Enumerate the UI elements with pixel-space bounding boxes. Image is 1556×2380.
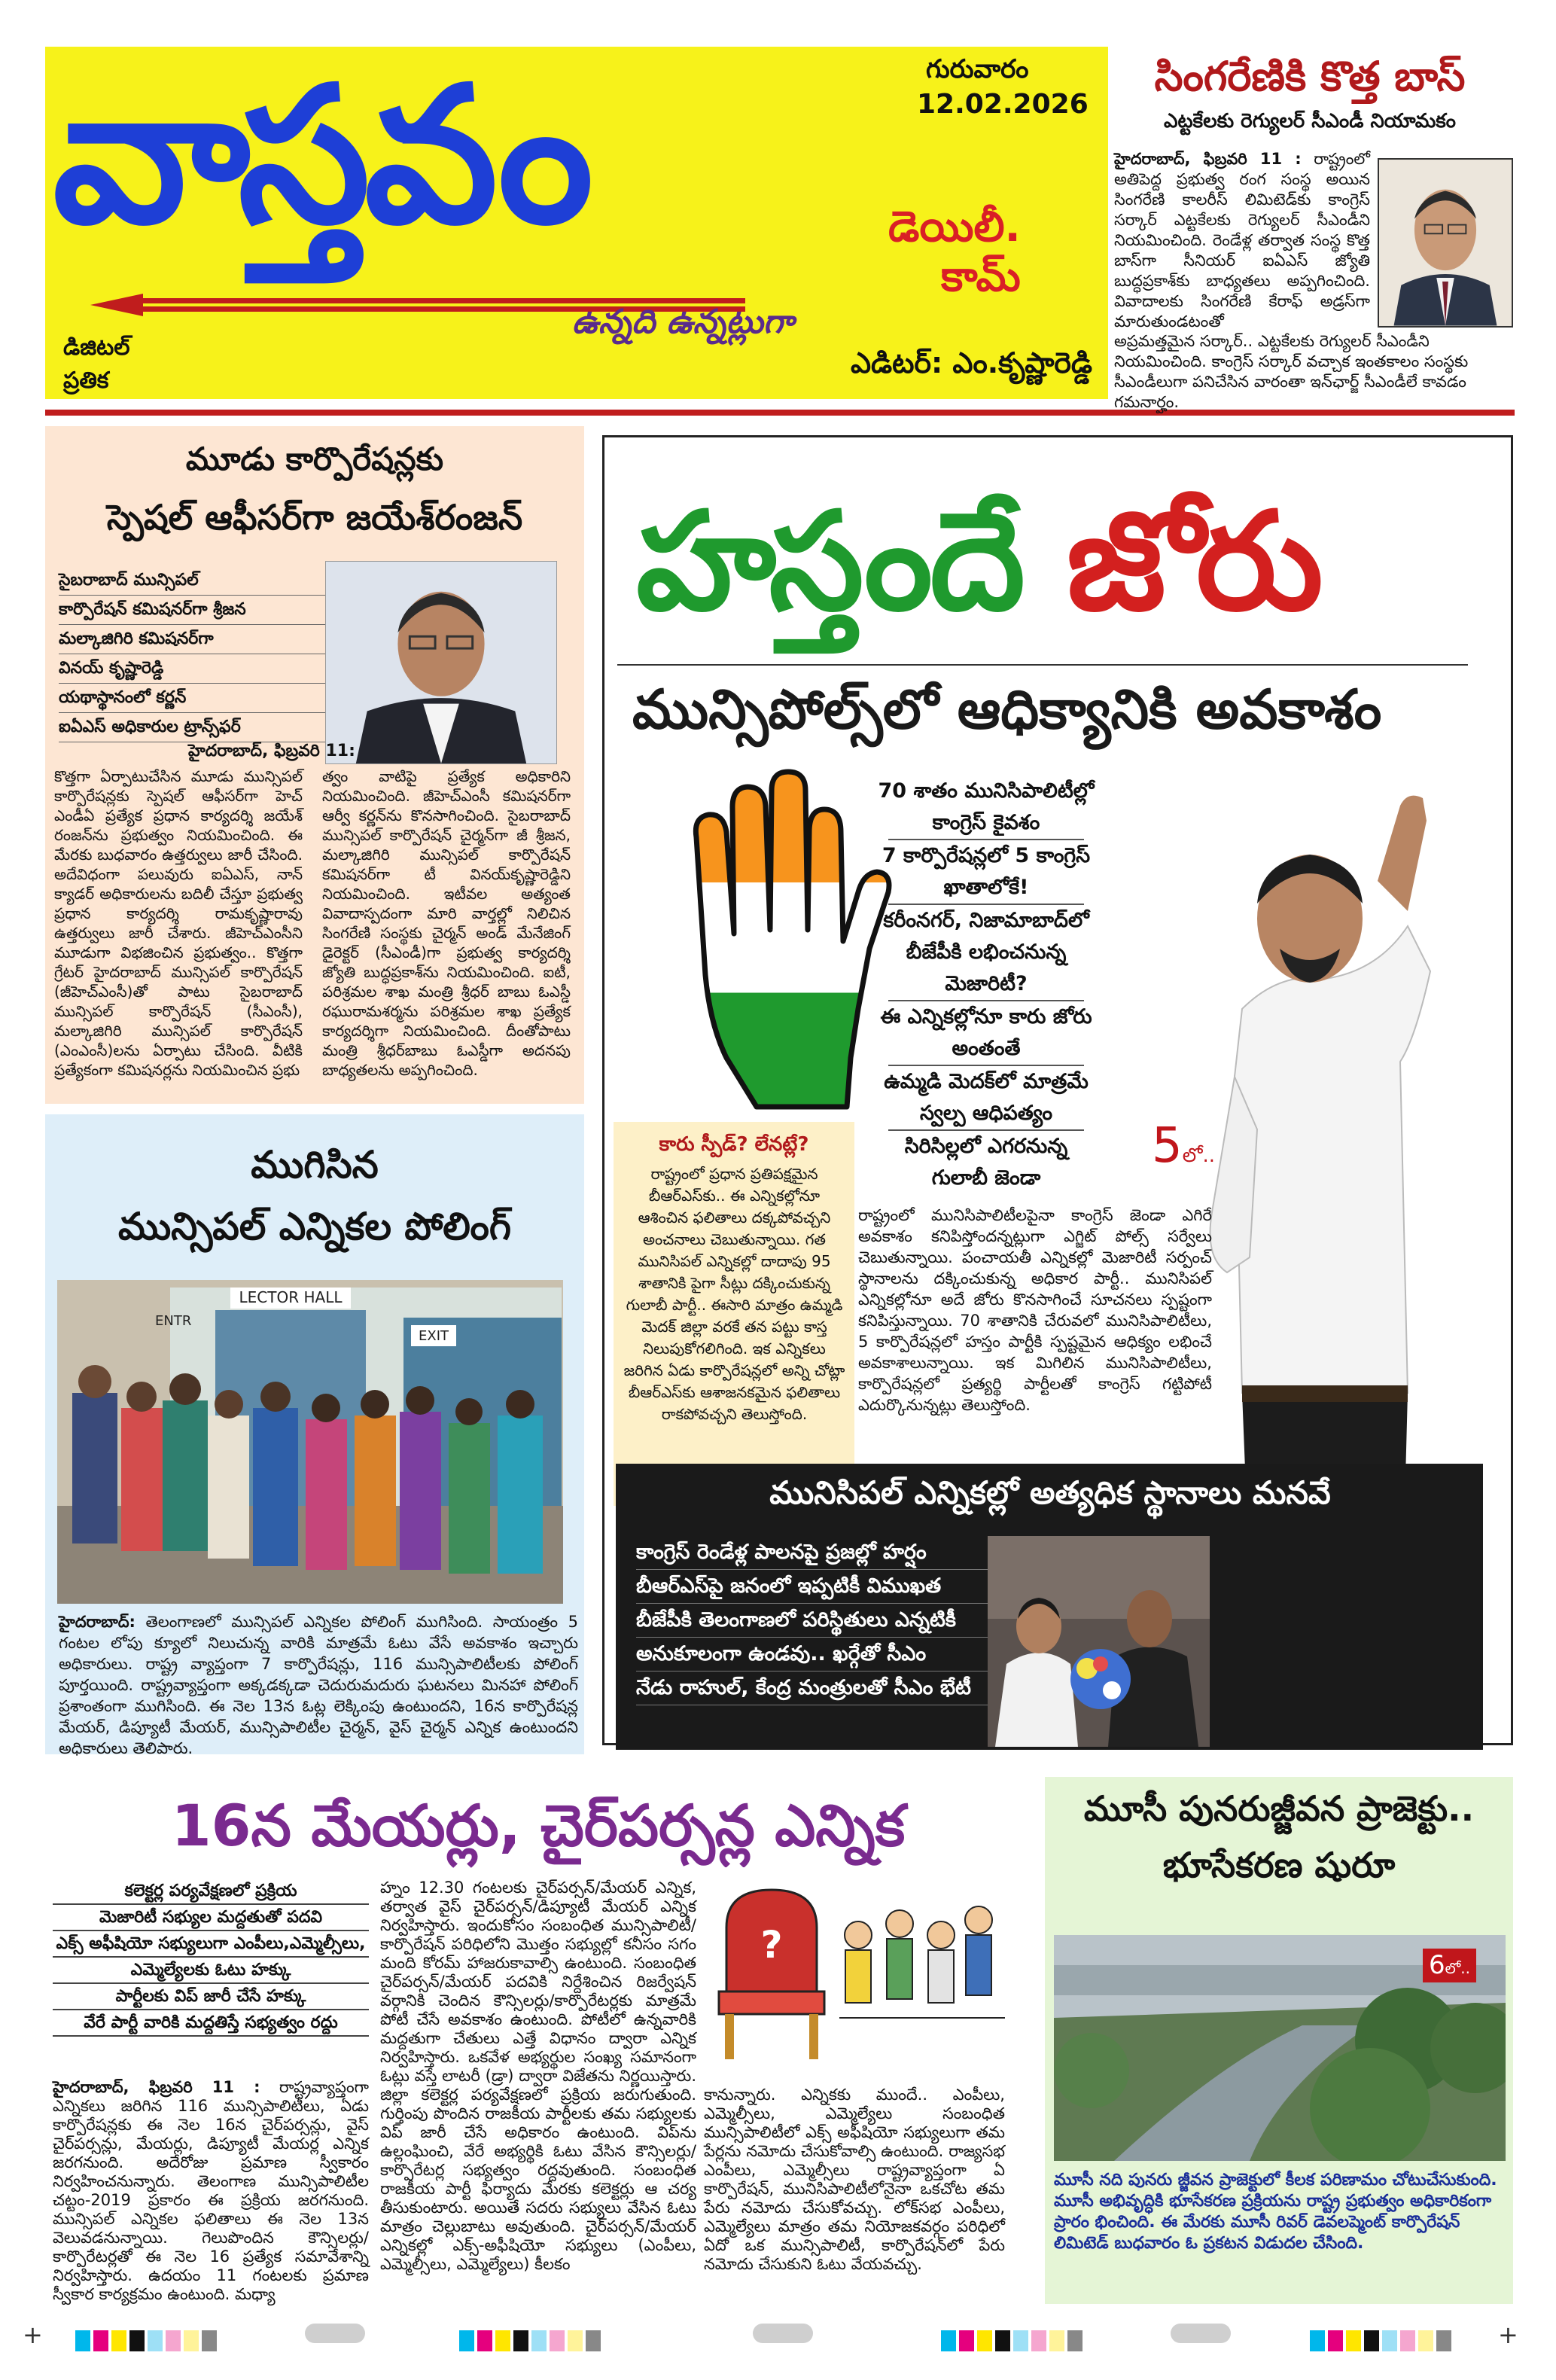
list-item: ఎమ్మెల్యేలకు ఓటు హక్కు xyxy=(53,1958,369,1984)
color-bar-icon xyxy=(1310,2330,1453,2351)
list-item: కలెక్టర్ల పర్యవేక్షణలో ప్రక్రియ xyxy=(53,1879,369,1905)
main-points xyxy=(858,776,1114,1194)
page-5-reference xyxy=(1152,1118,1215,1174)
cmd-portrait-photo xyxy=(1378,158,1513,328)
list-item: 7 కార్పొరేషన్లలో 5 కాంగ్రెస్ xyxy=(882,844,1091,867)
issue-date: 12.02.2026 xyxy=(917,89,1089,120)
color-bar-icon xyxy=(75,2330,218,2351)
daily-label-line1: డెయిలీ. xyxy=(888,203,1021,251)
daily-label-line2: కామ్ xyxy=(941,252,1021,301)
singareni-headline: సింగరేణికి కొత్త బాస్ xyxy=(1154,53,1466,100)
main-headline-rule xyxy=(617,664,1468,666)
musi-headline-2: భూసేకరణ షురూ xyxy=(1162,1845,1396,1885)
list-item: 70 శాతం మునిసిపాలిటీల్లో xyxy=(878,779,1095,803)
list-item: మల్కాజిగిరి కమిషనర్‌గా xyxy=(59,625,330,654)
black-feature-heading: మునిసిపల్ ఎన్నికల్లో అత్యధిక స్థానాలు మనవే xyxy=(769,1474,1331,1511)
singareni-body xyxy=(1114,149,1370,332)
list-item: బీజేపీకి లభించనున్న xyxy=(906,940,1067,964)
list-item: ఈ ఎన్నికల్లోనూ కారు జోరు xyxy=(880,1005,1092,1028)
list-item: కాంగ్రెస్ రెండేళ్ల పాలనపై ప్రజల్లో హర్షం xyxy=(636,1536,990,1570)
list-item: కార్పొరేషన్ కమిషనర్‌గా శ్రీజన xyxy=(59,596,330,625)
mayors-column-2: హ్నం 12.30 గంటలకు చైర్‌పర్సన్/మేయర్ ఎన్నిక, తర్వాత వైస్ చైర్‌పర్సన్/డిప్యూటీ మేయర్ ఎన్నిక నిర్వహిస్తారు. ఇందుకోసం సంబంధిత మున్సిపాలిటీ/కార్పొరేషన్ పరిధిలోని మొత్తం సభ్యుల్లో కనీసం సగం మంది కోరమ్ హాజరుకావాల్సి ఉంటుంది. సంబంధిత చైర్‌పర్సన్/మేయర్ పదవికి నిర్దేశించిన రిజర్వేషన్ వర్గానికి చెందిన కౌన్సిలర్లు/కార్పొరేటర్లకు మాత్రమే పోటీ చేసే అవకాశం ఉంటుంది. పోటీలో ఉన్నవారికి మద్దతుగా చేతులు ఎత్తే విధానం ద్వారా ఎన్నిక నిర్వహిస్తారు. ఒకవేళ అభ్యర్థుల సంఖ్య సమానంగా ఓట్లు వస్తే లాటరీ (డ్రా) ద్వారా విజేతను నిర్ణయిస్తారు. జిల్లా కలెక్టర్ల పర్యవేక్షణలో ప్రక్రియ జరుగుతుంది. గుర్తింపు పొందిన రాజకీయ పార్టీలకు తమ సభ్యులకు విప్ జారీ చేసే అధికారం ఉంటుంది. విప్‌ను ఉల్లంఘించి, వేరే అభ్యర్థికి ఓటు వేసిన కౌన్సిలర్లు/కార్పొరేటర్ల సభ్యత్వం రద్దవుతుంది. సంబంధిత రాజకీయ పార్టీ ఫిర్యాదు మేరకు కలెక్టర్లు ఆ చర్య తీసుకుంటారు. అయితే సదరు సభ్యులు వేసిన ఓటు మాత్రం చెల్లుబాటు అవుతుంది. చైర్‌పర్సన్/మేయర్ ఎన్నికల్లో ఎక్స్-అఫీషియో సభ్యులు (ఎంపీలు, ఎమ్మెల్సీలు, ఎమ్మెల్యేలు) కీలకం xyxy=(380,1879,696,2273)
digital-label-line2: ప్రతిక xyxy=(63,367,109,394)
car-speed-body: రాష్ట్రంలో ప్రధాన ప్రతిపక్షమైన బీఆర్‌ఎస్‌కు.. ఈ ఎన్నికల్లోనూ ఆశించిన ఫలితాలు దక్కపోవచ్చని అంచనాలు చెబుతున్నాయి. గత మునిసిపల్ ఎన్నికల్లో దాదాపు 95 శాతానికి పైగా సీట్లు దక్కించుకున్న గులాబీ పార్టీ.. ఈసారి మాత్రం ఉమ్మడి మెదక్ జిల్లా వరకే తన పట్టు కాస్త నిలుపుకోగలిగింది. ఇక ఎన్నికలు జరిగిన ఏడు కార్పొరేషన్లలో అన్ని చోట్లా బీఆర్‌ఎస్‌కు ఆశాజనకమైన ఫలితాలు రాకపోవచ్చని తెలుస్తోంది. xyxy=(623,1165,845,1423)
registration-cross-icon: + xyxy=(23,2321,43,2349)
mayors-column-3: కానున్నారు. ఎన్నికకు ముందే.. ఎంపీలు, ఎమ్మెల్సీలు, ఎమ్మెల్యేలు సంబంధిత మున్సిపాలిటీలో ఎక్స్ అఫీషియో సభ్యులుగా తమ పేర్లను నమోదు చేసుకోవాల్సి ఉంటుంది. రాజ్యసభ ఎంపీలు, ఎమ్మెల్సీలు రాష్ట్రవ్యాప్తంగా ఏ కార్పొరేషన్, మునిసిపాలిటీలోనైనా ఒకచోట తమ పేరు నమోదు చేసుకోవచ్చు. లోక్‌సభ ఎంపీలు, ఎమ్మెల్యేలు మాత్రం తమ నియోజకవర్గం పరిధిలో ఏదో ఒక మున్సిపాలిటీ, కార్పొరేషన్‌లో పేరు నమోదు చేసుకుని ఓటు వేయవచ్చు. xyxy=(704,2086,1005,2273)
jayesh-headline-1: మూడు కార్పొరేషన్లకు xyxy=(185,440,444,477)
photo-sign-entry: ENTR xyxy=(155,1313,192,1329)
main-headline-red: జోరు xyxy=(1066,482,1320,641)
cm-meeting-photo xyxy=(988,1536,1210,1747)
singareni-subhead: ఎట్టకేలకు రెగ్యులర్ సీఎండీ నియామకం xyxy=(1164,110,1456,133)
list-item: ఎక్స్ అఫీషియో సభ్యులుగా ఎంపీలు,ఎమ్మెల్సీలు, xyxy=(53,1931,369,1958)
polling-dateline: హైదరాబాద్: xyxy=(59,1613,136,1631)
list-item: ఖాతాలోకే! xyxy=(943,876,1029,899)
list-item: అంతంతే xyxy=(952,1037,1021,1060)
singareni-dateline: హైదరాబాద్, ఫిబ్రవరి 11 : xyxy=(1114,150,1302,168)
polling-headline-1: ముగిసిన xyxy=(251,1143,379,1187)
polling-queue-photo xyxy=(57,1280,563,1604)
mayors-dateline: హైదరాబాద్, ఫిబ్రవరి 11 : xyxy=(53,2078,260,2096)
list-item: కాంగ్రెస్ కైవశం xyxy=(932,811,1040,834)
list-item: బీజేపీకి తెలంగాణలో పరిస్థితులు ఎన్నటికీ xyxy=(636,1604,990,1638)
tagline: ఉన్నది ఉన్నట్లుగా xyxy=(572,303,794,341)
musi-headline-1: మూసీ పునరుజ్జీవన ప్రాజెక్టు.. xyxy=(1083,1788,1475,1829)
black-feature-points xyxy=(636,1536,990,1705)
question-mark-icon: ? xyxy=(760,1923,783,1967)
page-5-number: 5 xyxy=(1152,1118,1183,1174)
main-headline-green: హస్తందే xyxy=(636,482,1067,641)
list-item: నేడు రాహుల్, కేంద్ర మంత్రులతో సీఎం భేటీ xyxy=(636,1671,990,1705)
list-item: మెజారిటీ సభ్యుల మద్దతుతో పదవి xyxy=(53,1905,369,1931)
registration-pill-icon xyxy=(305,2324,365,2343)
page-6-number: 6 xyxy=(1429,1950,1445,1980)
jayesh-portrait-photo xyxy=(325,561,557,764)
jayesh-dateline: హైదరాబాద్, ఫిబ్రవరి 11: xyxy=(188,742,355,760)
newspaper-logo: వాస్తవం xyxy=(53,44,588,265)
list-item: స్వల్ప ఆధిపత్యం xyxy=(919,1102,1053,1125)
color-bar-icon xyxy=(459,2330,602,2351)
polling-body xyxy=(59,1611,578,1759)
main-subhead: మున్సిపోల్స్‌లో ఆధిక్యానికి అవకాశం xyxy=(632,678,1382,741)
mayors-points xyxy=(53,1879,369,2037)
list-item: యథాస్థానంలో కర్ణన్ xyxy=(59,684,330,713)
page-6-reference xyxy=(1423,1949,1476,1982)
registration-pill-icon xyxy=(1171,2324,1231,2343)
car-speed-heading: కారు స్పీడ్? లేనట్లే? xyxy=(659,1133,809,1156)
list-item: కరీంనగర్, నిజామాబాద్‌లో xyxy=(883,909,1089,932)
musi-body: మూసీ నది పునరు జ్జీవన ప్రాజెక్టులో కీలక పరిణామం చోటుచేసుకుంది. మూసీ అభివృద్ధికి భూసేకరణ ప్రక్రియను రాష్ట్ర ప్రభుత్వం అధికారికంగా ప్రారం భించింది. ఈ మేరకు మూసీ రివర్ డెవలప్మెంట్ కార్పొరేషన్ లిమిటెడ్ బుధవారం ఓ ప్రకటన విడుదల చేసింది. xyxy=(1054,2171,1497,2253)
main-paragraph: రాష్ట్రంలో మునిసిపాలిటీలపైనా కాంగ్రెస్ జెండా ఎగిరే అవకాశం కనిపిస్తోందన్నట్లుగా ఎగ్జిట్ పోల్స్ సర్వేలు చెబుతున్నాయి. పంచాయతీ ఎన్నికల్లో మెజారిటీ సర్పంచ్ స్థానాలను దక్కించుకున్న అధికార పార్టీ.. మునిసిపల్ ఎన్నికల్లోనూ అదే జోరు కొనసాగించే సూచనలు స్పష్టంగా కనిపిస్తున్నాయి. 70 శాతానికి చేరువలో మునిసిపాలిటీలు, 5 కార్పొరేషన్లలో హస్తం పార్టీకి స్పష్టమైన ఆధిక్యం లభించే అవకాశాలున్నాయి. ఇక మిగిలిన మునిసిపాలిటీలు, కార్పొరేషన్లలో ప్రత్యర్థి పార్టీలతో కాంగ్రెస్ గట్టిపోటీ ఎదుర్కొనున్నట్లు తెలుస్తోంది. xyxy=(858,1206,1212,1414)
color-bar-icon xyxy=(941,2330,1084,2351)
digital-label-line1: డిజిటల్ xyxy=(63,334,130,361)
photo-sign-lecture-hall: LECTOR HALL xyxy=(239,1288,343,1306)
page-6-suffix: లో.. xyxy=(1445,1959,1470,1977)
editor-credit: ఎడిటర్: ఎం.కృష్ణారెడ్డి xyxy=(851,346,1093,379)
list-item: ఐఏఎస్ అధికారుల ట్రాన్స్‌ఫర్ xyxy=(59,713,330,742)
list-item: సిరిసిల్లలో ఎగరనున్న xyxy=(904,1135,1068,1158)
jayesh-column-1: కొత్తగా ఏర్పాటుచేసిన మూడు మున్సిపల్ కార్పొరేషన్లకు స్పెషల్ ఆఫీసర్‌గా హెచ్ ఎండీఏ ప్రత్యేక ప్రధాన కార్యదర్శి జయేశ్ రంజన్‌ను ప్రభుత్వం నియమించింది. ఈ మేరకు బుధవారం ఉత్తర్వులు జారీ చేసింది. అదేవిధంగా పలువురు ఐఏఎస్, నాన్ క్యాడర్ అధికారులను బదిలీ చేస్తూ ప్రభుత్వ ప్రధాన కార్యదర్శి రామకృష్ణారావు ఉత్తర్వులు జారీ చేశారు. జీహెచ్‌ఎంసీని మూడుగా విభజించిన ప్రభుత్వం.. కొత్తగా గ్రేటర్ హైదరాబాద్ మున్సిపల్ కార్పొరేషన్ (జీహెచ్‌ఎంసీ)తో పాటు సైబరాబాద్ మున్సిపల్ కార్పొరేషన్ (సీఎంసీ), మల్కాజిగిరి మున్సిపల్ కార్పొరేషన్ (ఎంఎంసీ)లను ఏర్పాటు చేసింది. వీటికి ప్రత్యేకంగా కమిషనర్లను నియమించిన ప్రభు xyxy=(54,767,303,1079)
jayesh-column-2: త్వం వాటిపై ప్రత్యేక అధికారిని నియమించింది. జీహెచ్‌ఎంసీ కమిషనర్‌గా ఆర్వీ కర్ణన్‌ను కొనసాగించింది. సైబరాబాద్ మున్సిపల్ కార్పొరేషన్ చైర్మన్‌గా జీ శ్రీజన, మల్కాజిగిరి మున్సిపల్ కార్పొరేషన్ కమిషనర్‌గా టీ వినయ్‌కృష్ణారెడ్డిని నియమించింది. ఇటీవల అత్యంత వివాదాస్పదంగా మారి వార్తల్లో నిలిచిన సింగరేణి సంస్థకు చైర్మన్ అండ్ మేనేజింగ్ డైరెక్టర్ (సీఎండీ)గా ప్రభుత్వ కార్యదర్శి జ్యోతి బుద్ధప్రకాశ్‌ను నియమించింది. ఐటీ, పరిశ్రమల శాఖ మంత్రి శ్రీధర్ బాబు ఓఎస్డీ రఘురామశర్మను పరిశ్రమల శాఖ ప్రత్యేక కార్యదర్శిగా నియమించింది. దీంతోపాటు మంత్రి శ్రీధర్‌బాబు ఓఎస్డీగా అదనపు బాధ్యతలను అప్పగించింది. xyxy=(322,767,571,1079)
page-5-suffix: లో.. xyxy=(1182,1144,1216,1167)
list-item: బీఆర్‌ఎస్‌పై జనంలో ఇప్పటికీ విముఖత xyxy=(636,1570,990,1604)
list-item: అనుకూలంగా ఉండవు.. ఖర్గేతో సీఎం xyxy=(636,1638,990,1671)
jayesh-headline-2: స్పెషల్ ఆఫీసర్‌గా జయేశ్‌రంజన్ xyxy=(106,497,523,538)
mayors-headline: 16న మేయర్లు, చైర్‌పర్సన్ల ఎన్నిక xyxy=(171,1792,906,1859)
singareni-body-continued: అప్రమత్తమైన సర్కార్.. ఎట్టకేలకు రెగ్యులర్ సీఎండీని నియమించింది. కాంగ్రెస్ సర్కార్ వచ్చాక ఇంతకాలం సంస్థకు సీఎండీలుగా పనిచేసిన వారంతా ఇన్‌ఛార్జ్ సీఎండీలే కావడం గమనార్హం. xyxy=(1114,332,1469,411)
jayesh-points xyxy=(59,566,330,742)
list-item: సైబరాబాద్ మున్సిపల్ xyxy=(59,566,330,596)
issue-day: గురువారం xyxy=(926,54,1029,84)
polling-headline-2: మున్సిపల్ ఎన్నికల పోలింగ్ xyxy=(117,1205,512,1248)
list-item: ఉమ్మడి మెదక్‌లో మాత్రమే xyxy=(884,1070,1089,1093)
polling-text: తెలంగాణలో మున్సిపల్ ఎన్నికల పోలింగ్ ముగిసింది. సాయంత్రం 5 గంటల లోపు క్యూలో నిలుచున్న వారికి మాత్రమే ఓటు వేసే అవకాశం ఇచ్చారు అధికారులు. రాష్ట్ర వ్యాప్తంగా 7 కార్పొరేషన్లు, 116 మున్సిపాలిటీలకు పోలింగ్ పూర్తయింది. రాష్ట్రవ్యాప్తంగా అక్కడక్కడా చెదురుమదురు ఘటనలు మినహా పోలింగ్ ప్రశాంతంగా ముగిసింది. ఈ నెల 13న ఓట్ల లెక్కింపు ఉంటుందని, 16న కార్పొరేషన్ల మేయర్, డిప్యూటీ మేయర్, మున్సిపాలిటీల చైర్మన్, వైస్ చైర్మన్ ఎన్నిక ఉంటుందని అధికారులు తెలిపారు. xyxy=(59,1613,578,1757)
registration-pill-icon xyxy=(753,2324,813,2343)
list-item: వినయ్ కృష్ణారెడ్డి xyxy=(59,654,330,684)
chair-cartoon-illustration xyxy=(704,1867,1012,2078)
list-item: మెజారిటీ? xyxy=(945,972,1028,995)
mayors-col1-text: రాష్ట్రవ్యాప్తంగా ఎన్నికలు జరిగిన 116 మున్సిపాలిటీలు, ఏడు కార్పొరేషన్లకు ఈ నెల 16న చైర్‌పర్సన్లు, వైస్ చైర్‌పర్సన్లు, మేయర్లు, డిప్యూటీ మేయర్ల ఎన్నిక జరగనుంది. అదేరోజు ప్రమాణ స్వీకారం నిర్వహించనున్నారు. తెలంగాణ మున్సిపాలిటీల చట్టం-2019 ప్రకారం ఈ ప్రక్రియ జరగనుంది. మున్సిపల్ ఎన్నికల ఫలితాలు ఈ నెల 13న వెలువడనున్నాయి. గెలుపొందిన కౌన్సిలర్లు/కార్పొరేటర్లతో ఈ నెల 16 ప్రత్యేక సమావేశాన్ని నిర్వహిస్తారు. ఉదయం 11 గంటలకు ప్రమాణ స్వీకార కార్యక్రమం ఉంటుంది. మధ్యా xyxy=(53,2078,369,2303)
main-headline xyxy=(636,482,1320,674)
singareni-text: రాష్ట్రంలో అతిపెద్ద ప్రభుత్వ రంగ సంస్థ అయిన సింగరేణి కాలరీస్ లిమిటెడ్‌కు కాంగ్రెస్ సర్కార్ ఎట్టకేలకు రెగ్యులర్ సీఎండీని నియమించింది. రెండేళ్ల తర్వాత సంస్థ కొత్త బాస్‌గా సీనియర్ ఐఏఎస్ జ్యోతి బుద్ధప్రకాశ్‌కు బాధ్యతలు అప్పగించింది. వివాదాలకు సింగరేణి కేరాఫ్ అడ్రస్‌గా మారుతుండటంతో xyxy=(1114,150,1370,331)
photo-sign-exit: EXIT xyxy=(418,1328,449,1344)
digital-label xyxy=(63,331,130,398)
mayors-column-1 xyxy=(53,2078,369,2304)
registration-cross-icon: + xyxy=(1498,2321,1518,2349)
list-item: వేరే పార్టీ వారికి మద్దతిస్తే సభ్యత్వం రద్దు xyxy=(53,2010,369,2037)
list-item: పార్టీలకు విప్ జారీ చేసే హక్కు xyxy=(53,1984,369,2010)
list-item: గులాబీ జెండా xyxy=(931,1166,1041,1190)
